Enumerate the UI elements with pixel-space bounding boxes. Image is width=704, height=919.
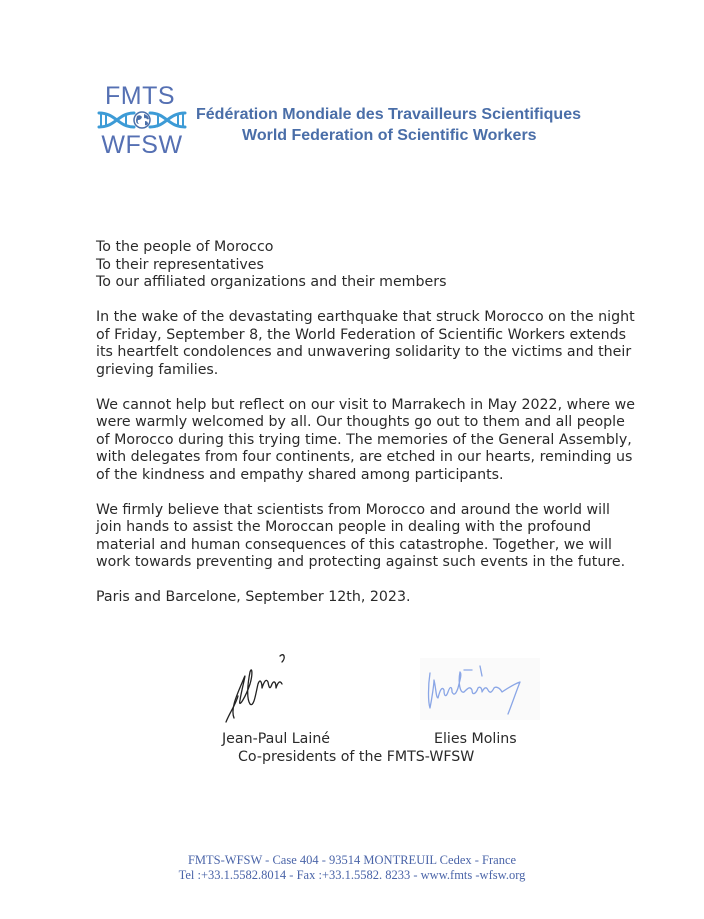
footer-address: FMTS-WFSW - Case 404 - 93514 MONTREUIL Cedex - France <box>187 853 517 867</box>
organization-header <box>196 104 581 146</box>
addressee-line: To their representatives <box>96 256 264 273</box>
addressee-line: To our affiliated organizations and their members <box>96 274 447 290</box>
signatory-name: Elies Molins <box>434 731 517 747</box>
logo-text-wfsw: WFSW <box>101 131 183 159</box>
paragraph-marrakech-visit: We cannot help but reflect on our visit to Marrakech in May 2022, where we were warmly welcomed by all. Our thoughts go out to them and all people of Morocco during this trying time. The memories of the General Assembly, with delegates from four continents, are etched in our hearts, reminding us of the kindness and empathy shared among participants. <box>96 396 636 483</box>
paragraph-solidarity: We firmly believe that scientists from Morocco and around the world will join hands to assist the Moroccan people in dealing with the profound material and human consequences of this catastrophe. Together, we will work towards preventing and protecting against such events in the future. <box>96 501 626 570</box>
signatures <box>215 648 555 738</box>
org-name-french: Fédération Mondiale des Travailleurs Scientifiques <box>196 106 581 123</box>
footer-contact: Tel :+33.1.5582.8014 - Fax :+33.1.5582. 8233 - www.fmts -wfsw.org <box>178 868 526 882</box>
dna-globe-icon <box>96 110 188 130</box>
signature-elies-molins <box>420 658 540 720</box>
signature-jean-paul-laine <box>220 648 310 728</box>
letterhead-footer <box>0 853 704 883</box>
addressee-list <box>96 239 636 292</box>
org-name-english: World Federation of Scientific Workers <box>242 127 537 144</box>
letter-body <box>96 239 636 607</box>
addressee-line: To the people of Morocco <box>96 239 274 255</box>
signatory-name: Jean-Paul Lainé <box>222 731 331 747</box>
logo-text-fmts: FMTS <box>104 82 176 110</box>
paragraph-condolences: In the wake of the devastating earthquake that struck Morocco on the night of Friday, September 8, the World Federation of Scientific Workers extends its heartfelt condolences and unwavering solidarity to the victims and their grieving families. <box>96 309 635 378</box>
place-and-date: Paris and Barcelone, September 12th, 2023. <box>96 589 411 605</box>
signatory-role: Co-presidents of the FMTS-WFSW <box>238 748 475 765</box>
fmts-wfsw-logo <box>96 82 188 160</box>
